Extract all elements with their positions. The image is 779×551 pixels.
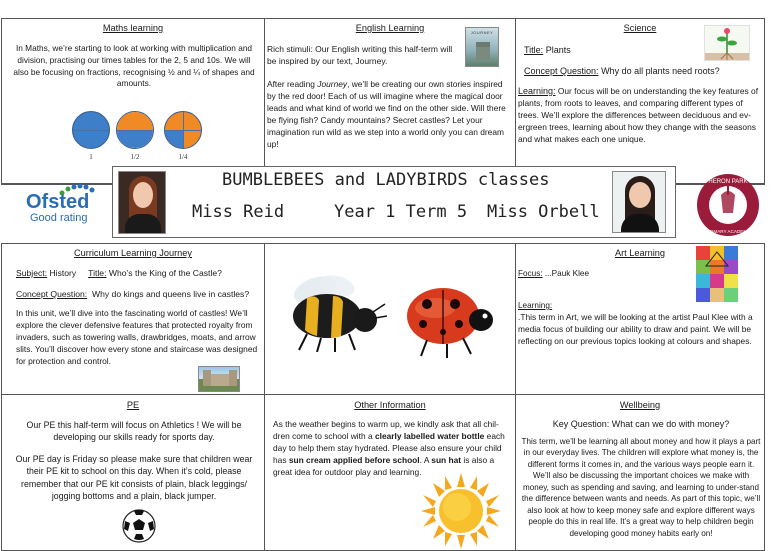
science-title: Science: [623, 23, 657, 33]
science-panel: [515, 18, 765, 184]
wellbeing-title: Wellbeing: [619, 400, 661, 410]
wellbeing-panel: [515, 394, 765, 551]
fraction-whole-circle: [72, 111, 110, 149]
art-learning-label: Learning:: [518, 301, 553, 310]
teacher-photo-left: [118, 171, 166, 234]
other-info-body: As the weather begins to warm up, we kindly ask that all chil-dren come to school with a clearly labelled water bottle each day to help them stay hydrated. Please also ensure your child has sun cream applied before school. A sun hat is also a great idea for outdoor play and learning.: [273, 419, 505, 477]
maths-panel: [1, 18, 265, 184]
maths-body: In Maths, we’re starting to look at working with multiplication and division, practising our times tables for the 2, 5 and 10s. We will also be focusing on fractions, recognising ½ and ¼ of shapes and amounts.: [13, 43, 255, 89]
teacher-left-name: Miss Reid: [192, 202, 285, 222]
ofsted-logo: [22, 183, 100, 229]
science-title-line: Title: Plants: [524, 45, 571, 55]
klee-painting-icon: [696, 246, 738, 302]
art-title: Art Learning: [614, 248, 666, 258]
science-learning: Learning: Our focus will be on understanding the key features of plants, from roots to leaves, and comparing different types of trees. We’ll explore the differences between deciduous and ev-ergreen trees, learning about how they change with the seasons and what makes each one unique.: [518, 86, 759, 144]
curriculum-concept-line: Concept Question: Why do kings and queens live in castles?: [16, 289, 250, 299]
curriculum-subject-line: Subject: History Title: Who’s the King of the Castle?: [16, 268, 222, 278]
journey-book-cover: [465, 27, 499, 67]
curriculum-body: In this unit, we’ll dive into the fascinating world of castles! We’ll explore the clever defensive features that protected royalty from invaders, such as towering walls, drawbridges, moats, and arrow slits. You’ll discover how every stone and staircase was designed for protection and control.: [16, 308, 258, 366]
fraction-quarter-circle: [164, 111, 202, 149]
plant-diagram-icon: [704, 25, 750, 61]
english-body-book: Journey: [317, 79, 348, 89]
pe-title: PE: [126, 400, 140, 410]
ladybird-icon: [397, 274, 501, 358]
sun-icon: [421, 473, 501, 549]
fraction-label-half: 1/2: [130, 153, 140, 161]
wellbeing-question: Key Question: What can we do with money?: [552, 419, 730, 429]
school-logo-top: HERON PARK: [708, 179, 748, 185]
pe-para1: Our PE this half-term will focus on Athletics ! We will be developing our skills ready for sports day.: [26, 420, 242, 443]
insect-panel: [264, 243, 516, 395]
football-icon: [122, 509, 156, 543]
bumblebee-icon: [277, 272, 387, 352]
school-logo-icon: [695, 173, 761, 237]
science-concept-line: Concept Question: Why do all plants need roots?: [524, 66, 720, 76]
fraction-label-whole: 1: [89, 153, 93, 161]
school-logo-bottom: PRIMARY ACADEMY: [705, 229, 751, 234]
other-info-title: Other Information: [354, 400, 426, 410]
curriculum-title: Curriculum Learning Journey: [74, 248, 192, 258]
banner-heading: BUMBLEBEES and LADYBIRDS classes: [222, 170, 550, 190]
english-title: English Learning: [355, 23, 425, 33]
journey-book-title: JOURNEY: [470, 30, 494, 35]
year-term: Year 1 Term 5: [334, 202, 468, 222]
teacher-photo-right: [612, 171, 666, 233]
curriculum-panel: [1, 243, 265, 395]
art-panel: [515, 243, 765, 395]
english-intro: Rich stimuli: Our English writing this half-term will be inspired by our text, Journey.: [267, 44, 453, 67]
pe-panel: [1, 394, 265, 551]
other-info-panel: [264, 394, 516, 551]
english-panel: [264, 18, 516, 184]
teacher-right-name: Miss Orbell: [487, 202, 600, 222]
wellbeing-body: This term, we’ll be learning all about money and how it plays a part in our everyday lives. The children will explore what money is, the different forms it comes in, and the various ways people earn it. We’ll also be discussing the important choices we make with money, such as spending and saving, and learning to under-stand the difference between wants and needs. As part of this topic, we’ll also look at how to keep money safe and explore different ways people do this in real life. It’s a great way to help children begin developing good money habits early on!: [521, 437, 761, 538]
fraction-half-circle: [116, 111, 154, 149]
fraction-label-quarter: 1/4: [178, 153, 188, 161]
ofsted-rating: Good rating: [30, 212, 88, 224]
castle-photo: [198, 366, 240, 392]
maths-title: Maths learning: [102, 23, 164, 33]
pe-para2: Our PE day is Friday so please make sure that children wear their PE kit to school on this day. When it’s cold, please remember that our PE kit consists of plain, black leggings/ jogging bottoms and a plain, black jumper.: [15, 454, 253, 502]
art-focus-line: Focus: ...Pauk Klee: [518, 269, 590, 278]
art-body: .This term in Art, we will be looking at the artist Paul Klee with a media focus of building our ability to draw and paint. We will be reflecting on our previous topics looking at colours and shapes.: [518, 312, 753, 346]
english-body: After reading Journey, we’ll be creating our own stories inspired by the red door! Each of us will imagine where the magical door leads and what kind of world we find on the other side. Will there be flying fish? Candy mountains? Secret castles? Let your imagination run wild as we step into a world only you can dream up!: [267, 79, 506, 149]
ofsted-word: Ofsted: [26, 191, 90, 213]
